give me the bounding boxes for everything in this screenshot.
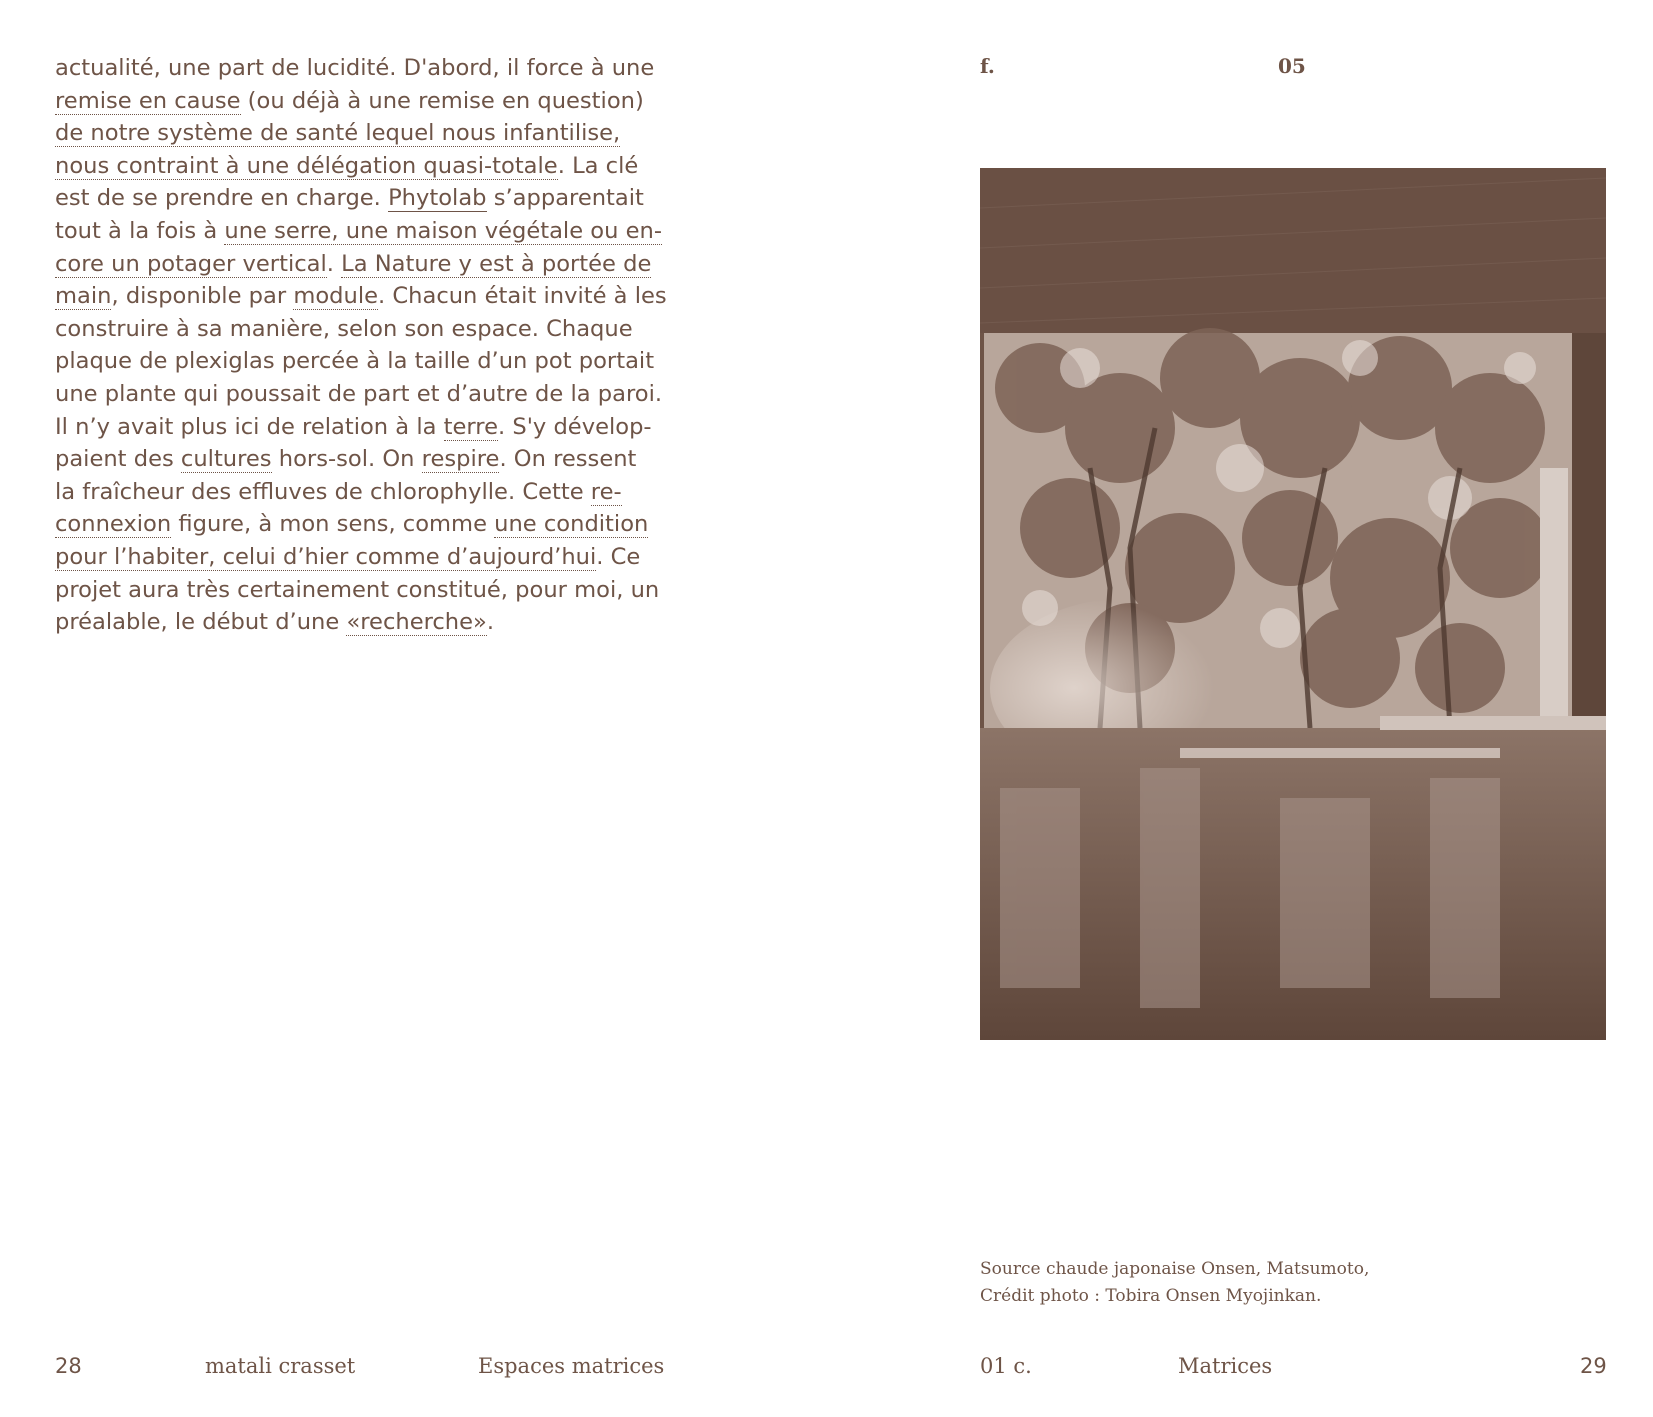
- glossary-term: «recherche»: [346, 609, 487, 636]
- text-segment: (ou déjà à une remise en question): [240, 87, 644, 114]
- text-segment: . On ressent: [499, 446, 637, 473]
- text-line: [55, 150, 695, 183]
- glossary-term: cultures: [180, 446, 272, 473]
- left-page: [0, 0, 826, 1417]
- glossary-term: remise en cause: [55, 87, 241, 114]
- right-page: [826, 0, 1653, 1417]
- text-segment: , disponible par: [111, 283, 294, 310]
- glossary-term: main: [55, 283, 112, 310]
- glossary-term: une condition: [494, 511, 649, 538]
- text-line: [55, 345, 695, 378]
- onsen-hot-spring-photo-icon: [980, 168, 1606, 1040]
- text-segment: figure, à mon sens, comme: [171, 511, 495, 538]
- text-segment: .: [486, 609, 495, 636]
- onsen-photo: [980, 168, 1606, 1040]
- text-line: [55, 541, 695, 574]
- text-line: [55, 117, 695, 150]
- text-line: [55, 606, 695, 639]
- text-segment: préalable, le début d’une: [55, 609, 347, 636]
- footer-chapter: Matrices: [1178, 1354, 1273, 1378]
- text-line: [55, 476, 695, 509]
- text-line: [55, 508, 695, 541]
- glossary-term: nous contraint à une délégation quasi-totale: [55, 152, 558, 179]
- text-line: [55, 313, 695, 346]
- glossary-term: une serre, une maison végétale ou en-: [224, 217, 662, 244]
- footer-page-number-left: 28: [55, 1354, 82, 1378]
- footer-book-title: Espaces matrices: [478, 1354, 665, 1378]
- glossary-term: core un potager vertical: [55, 250, 327, 277]
- glossary-term: connexion: [55, 511, 172, 538]
- photo-caption: [980, 1256, 1480, 1310]
- text-line: [55, 378, 695, 411]
- text-line: [55, 248, 695, 281]
- text-segment: . Ce: [596, 543, 641, 570]
- footer-section: 01 c.: [980, 1354, 1032, 1378]
- text-segment: la fraîcheur des effluves de chlorophylle. Cette: [55, 478, 591, 505]
- glossary-term: La Nature y est à portée de: [341, 250, 652, 277]
- text-segment: . Chacun était invité à les: [378, 283, 667, 310]
- text-segment: Il n’y avait plus ici de relation à la: [55, 413, 444, 440]
- text-segment: tout à la fois à: [55, 217, 225, 244]
- text-segment: projet aura très certainement constitué, pour moi, un: [55, 576, 660, 603]
- text-line: [55, 280, 695, 313]
- text-segment: actualité, une part de lucidité. D'abord, il force à une: [55, 55, 655, 81]
- caption-line: Crédit photo : Tobira Onsen Myojinkan.: [980, 1286, 1322, 1306]
- glossary-term: re-: [590, 478, 622, 505]
- project-name: Phytolab: [388, 185, 487, 212]
- text-segment: construire à sa manière, selon son espace. Chaque: [55, 315, 633, 342]
- figure-number: 05: [1278, 54, 1306, 78]
- text-line: [55, 443, 695, 476]
- body-paragraph: [55, 52, 695, 639]
- footer-page-number-right: 29: [1580, 1354, 1607, 1378]
- glossary-term: de notre système de santé lequel nous infantilise,: [55, 120, 621, 147]
- text-line: [55, 215, 695, 248]
- text-segment: .: [326, 250, 342, 277]
- text-line: [55, 411, 695, 444]
- text-segment: paient des: [55, 446, 181, 473]
- text-segment: s’apparentait: [486, 185, 644, 212]
- footer-author: matali crasset: [205, 1354, 356, 1378]
- text-segment: . La clé: [557, 152, 639, 179]
- text-line: [55, 85, 695, 118]
- glossary-term: module: [293, 283, 379, 310]
- figure-marker: f.: [980, 54, 995, 78]
- caption-line: Source chaude japonaise Onsen, Matsumoto,: [980, 1259, 1370, 1279]
- text-segment: est de se prendre en charge.: [55, 185, 389, 212]
- glossary-term: pour l’habiter, celui d’hier comme d’aujourd’hui: [55, 543, 597, 570]
- text-segment: plaque de plexiglas percée à la taille d’un pot portait: [55, 348, 655, 375]
- text-line: [55, 574, 695, 607]
- text-segment: hors-sol. On: [271, 446, 422, 473]
- glossary-term: respire: [421, 446, 500, 473]
- text-segment: une plante qui poussait de part et d’autre de la paroi.: [55, 380, 663, 407]
- glossary-term: terre: [443, 413, 498, 440]
- text-segment: . S'y dévelop-: [498, 413, 652, 440]
- text-line: [55, 182, 695, 215]
- text-line: [55, 52, 695, 85]
